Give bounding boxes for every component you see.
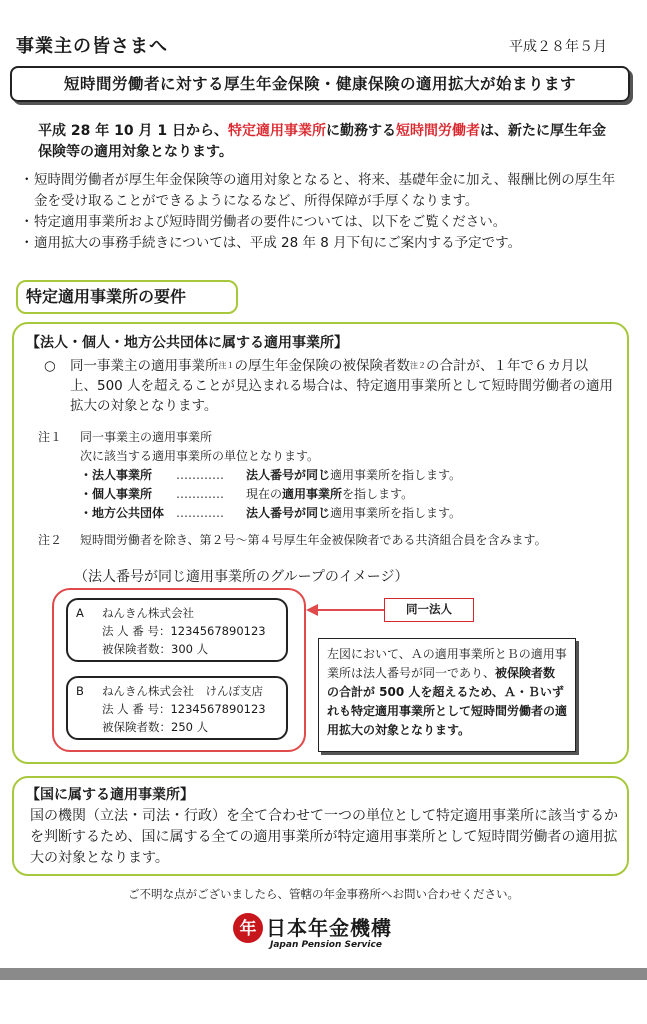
item-rest: を指します。 — [342, 487, 414, 501]
item-dots: ………… — [176, 487, 224, 501]
item-rest: 適用事業所を指します。 — [330, 468, 462, 482]
insured-count: 250 人 — [171, 720, 209, 734]
intro-paragraph — [38, 121, 618, 163]
item-dots: ………… — [176, 468, 224, 482]
organization-english-name: Japan Pension Service — [270, 940, 382, 950]
national-body: 国の機関（立法・司法・行政）を全て合わせて一つの単位として特定適用事業所に該当するかを判断するため、国に属する全ての適用事業所が特定適用事業所として短時間労働者の適用拡大の対象となります。 — [30, 808, 618, 866]
explain-bold: 被保険者数の合計が 500 人を超えるため、Ａ・Ｂいずれも特定適用事業所として短時間労働者の適用拡大の対象となります。 — [327, 666, 568, 737]
requirement-part: の厚生年金保険の被保険者数 — [234, 358, 410, 374]
item-rest: 適用事業所を指します。 — [330, 506, 462, 520]
item-kind: ・法人事業所 — [80, 468, 153, 482]
corporate-number: 1234567890123 — [170, 702, 266, 716]
bullet-mark: ・ — [20, 214, 34, 230]
circle-icon: ○ — [44, 358, 56, 374]
explain-text: 左図において、Ａの適用事業所とＢの適用事業所は法人番号が同一であり、 — [327, 647, 567, 680]
explanation-box — [318, 638, 576, 752]
list-item — [80, 504, 461, 523]
corporate-number: 1234567890123 — [170, 624, 266, 638]
list-item — [80, 466, 461, 485]
bullet-mark: ・ — [20, 235, 34, 251]
item-bold: 法人番号が同じ — [246, 506, 331, 520]
number-label: 法 人 番 号： — [102, 702, 171, 716]
issue-date: 平成２８年５月 — [509, 39, 607, 55]
item-bold: 適用事業所 — [282, 487, 343, 501]
notes-block — [38, 428, 628, 550]
item-dots: ………… — [176, 506, 224, 520]
list-item — [80, 485, 461, 504]
company-card-b — [66, 676, 288, 740]
company-card-a — [66, 598, 288, 662]
list-item — [20, 212, 620, 233]
jps-logo-icon — [232, 912, 264, 944]
note-subtitle: 次に該当する適用事業所の単位となります。 — [80, 449, 320, 463]
footer-bar — [0, 968, 647, 980]
number-label: 法 人 番 号： — [102, 624, 171, 638]
intro-text: に勤務する — [325, 123, 396, 139]
bullet-list — [20, 170, 620, 254]
main-title-banner: 短時間労働者に対する厚生年金保険・健康保険の適用拡大が始まります — [10, 66, 630, 102]
list-item — [20, 233, 620, 254]
image-caption: （法人番号が同じ適用事業所のグループのイメージ） — [74, 569, 409, 585]
item-pre: 現在の — [246, 487, 283, 501]
note-label: 注２ — [38, 533, 63, 547]
note-text: 短時間労働者を除き、第２号～第４号厚生年金被保険者である共済組合員を含みます。 — [80, 533, 547, 547]
company-count-row — [76, 718, 278, 736]
footer-note: ご不明な点がございましたら、管轄の年金事務所へお問い合わせください。 — [128, 887, 519, 901]
intro-text: 平成 28 年 10 月 1 日から、 — [38, 123, 228, 139]
note-content — [80, 428, 461, 523]
company-number-row — [76, 622, 278, 640]
requirement-body — [70, 356, 614, 416]
box-heading: 【法人・個人・地方公共団体に属する適用事業所】 — [26, 335, 348, 351]
company-name: ねんきん株式会社 けんぽ支店 — [102, 684, 263, 698]
intro-highlight-establishment: 特定適用事業所 — [227, 123, 326, 139]
requirement-text — [44, 356, 614, 416]
page-title: 事業主の皆さまへ — [16, 36, 168, 57]
note-2 — [38, 531, 628, 550]
logo-mark-text: 年 — [239, 919, 257, 939]
footnote-ref: 注１ — [218, 361, 235, 370]
same-corporation-label: 同一法人 — [384, 598, 474, 622]
note-label: 注１ — [38, 430, 63, 444]
arrow-left-icon — [306, 604, 386, 616]
list-item — [20, 170, 620, 212]
company-number-row — [76, 700, 278, 718]
company-count-row — [76, 640, 278, 658]
company-letter: B — [76, 684, 84, 698]
requirement-part: 同一事業主の適用事業所 — [70, 358, 219, 374]
note-1 — [38, 428, 628, 523]
company-letter: A — [76, 606, 84, 620]
insured-count: 300 人 — [171, 642, 209, 656]
intro-highlight-worker: 短時間労働者 — [395, 123, 480, 139]
count-label: 被保険者数： — [102, 720, 171, 734]
company-name: ねんきん株式会社 — [102, 606, 194, 620]
item-kind: ・個人事業所 — [80, 487, 153, 501]
note-title: 同一事業主の適用事業所 — [80, 430, 213, 444]
box-heading: 【国に属する適用事業所】 — [26, 787, 194, 803]
note-items — [80, 466, 461, 523]
bullet-text: 特定適用事業所および短時間労働者の要件については、以下をご覧ください。 — [34, 214, 507, 230]
requirement-part: の合計が、１年で６カ月以上、500 人を超えることが見込まれる場合は、特定適用事業所として短時間労働者の適用拡大の対象となります。 — [70, 358, 614, 414]
item-bold: 法人番号が同じ — [246, 468, 331, 482]
item-kind: ・地方公共団体 — [80, 506, 165, 520]
intro-text: は、新たに厚生年金保険等の適用対象となります。 — [38, 123, 606, 160]
bullet-text: 短時間労働者が厚生年金保険等の適用対象となると、将来、基礎年金に加え、報酬比例の厚生年金を受け取ることができるようになるなど、所得保障が手厚くなります。 — [34, 172, 616, 209]
bullet-text: 適用拡大の事務手続きについては、平成 28 年 8 月下旬にご案内する予定です。 — [34, 235, 522, 251]
company-name-row — [76, 682, 278, 700]
organization-name: 日本年金機構 — [266, 916, 392, 940]
section-heading: 特定適用事業所の要件 — [16, 280, 238, 314]
company-name-row — [76, 604, 278, 622]
bullet-mark: ・ — [20, 172, 34, 188]
footnote-ref: 注２ — [410, 361, 426, 370]
count-label: 被保険者数： — [102, 642, 171, 656]
